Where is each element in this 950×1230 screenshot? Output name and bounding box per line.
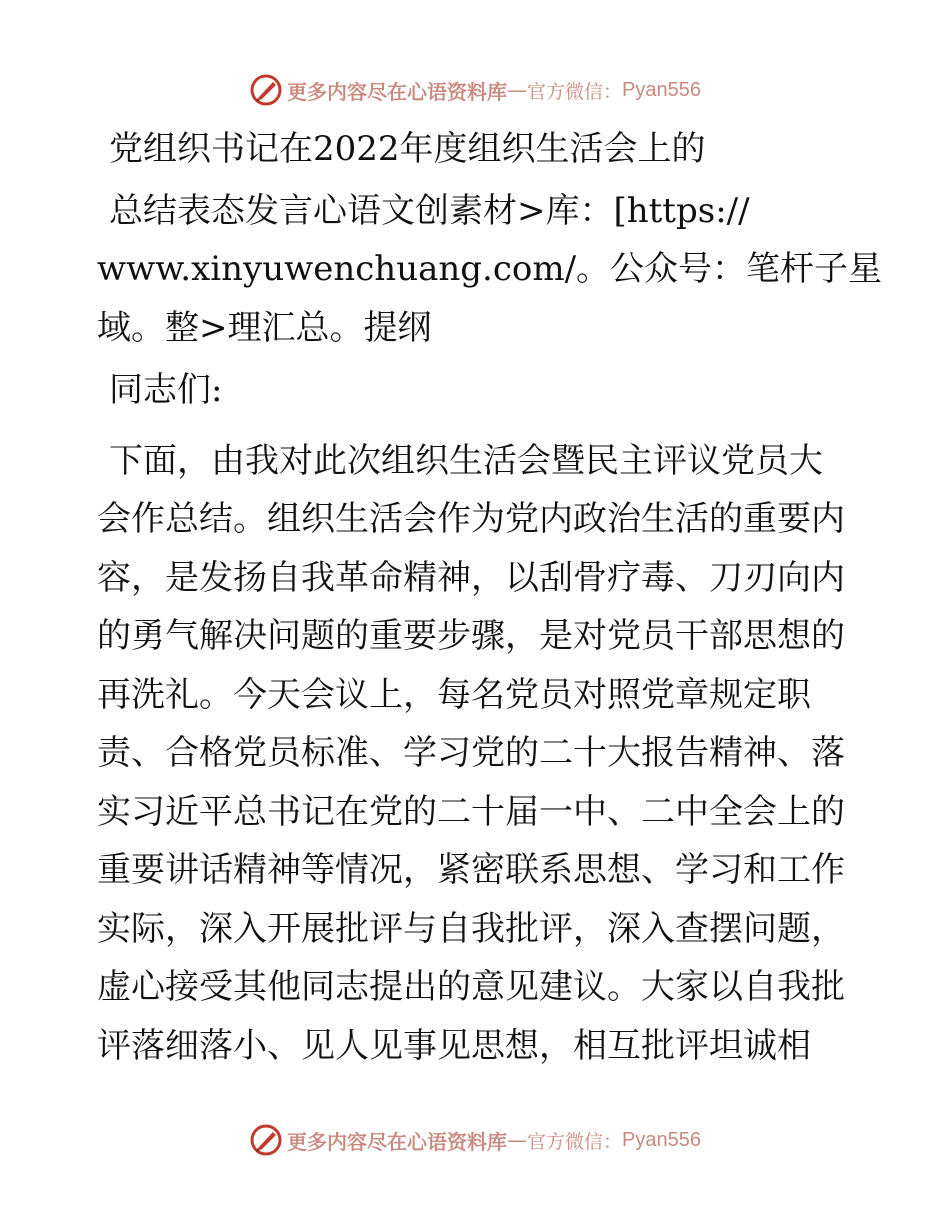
document-body <box>97 120 883 1075</box>
banner-separator: — <box>507 1128 527 1152</box>
banner-main-text: 更多内容尽在心语资料库 <box>287 1129 507 1154</box>
paragraph-line: 会作总结。组织生活会作为党内政治生活的重要内 <box>97 499 845 539</box>
paragraph-line: 容，是发扬自我革命精神，以刮骨疗毒、刀刃向内 <box>97 557 845 598</box>
paragraph-line: 下面，由我对此次组织生活会暨民主评议党员大 <box>109 440 823 481</box>
banner-main-text: 更多内容尽在心语资料库 <box>287 79 507 104</box>
title-line-2: 总结表态发言心语文创素材>库：[https:// <box>109 190 750 231</box>
header-banner <box>0 70 950 110</box>
banner-wechat-id: Pyan556 <box>622 78 701 101</box>
greeting: 同志们: <box>109 370 223 410</box>
paragraph-line: 责、合格党员标准、学习党的二十大报告精神、落 <box>97 733 845 773</box>
banner-wechat-id: Pyan556 <box>622 1128 701 1151</box>
paragraph-line: 再洗礼。今天会议上，每名党员对照党章规定职 <box>97 674 811 715</box>
banner-separator: — <box>507 78 527 102</box>
quill-logo-icon <box>249 73 283 107</box>
paragraph-line: 实习近平总书记在党的二十届一中、二中全会上的 <box>97 791 845 832</box>
title-line-4: 域。整>理汇总。提纲 <box>97 307 432 348</box>
title-line-1: 党组织书记在2022年度组织生活会上的 <box>109 129 706 169</box>
banner-wechat-label: 官方微信： <box>527 80 623 103</box>
paragraph-line: 的勇气解决问题的重要步骤，是对党员干部思想的 <box>97 616 845 656</box>
paragraph-line: 实际，深入开展批评与自我批评，深入查摆问题， <box>97 908 845 949</box>
footer-banner <box>0 1120 950 1160</box>
title-line-3: www.xinyuwenchuang.com/。公众号：笔杆子星 <box>97 249 883 289</box>
paragraph-line: 虚心接受其他同志提出的意见建议。大家以自我批 <box>97 967 845 1007</box>
quill-logo-icon <box>249 1123 283 1157</box>
banner-wechat-label: 官方微信： <box>527 1130 623 1153</box>
paragraph-line: 重要讲话精神等情况，紧密联系思想、学习和工作 <box>97 850 845 890</box>
paragraph-line: 评落细落小、见人见事见思想，相互批评坦诚相 <box>97 1025 811 1066</box>
